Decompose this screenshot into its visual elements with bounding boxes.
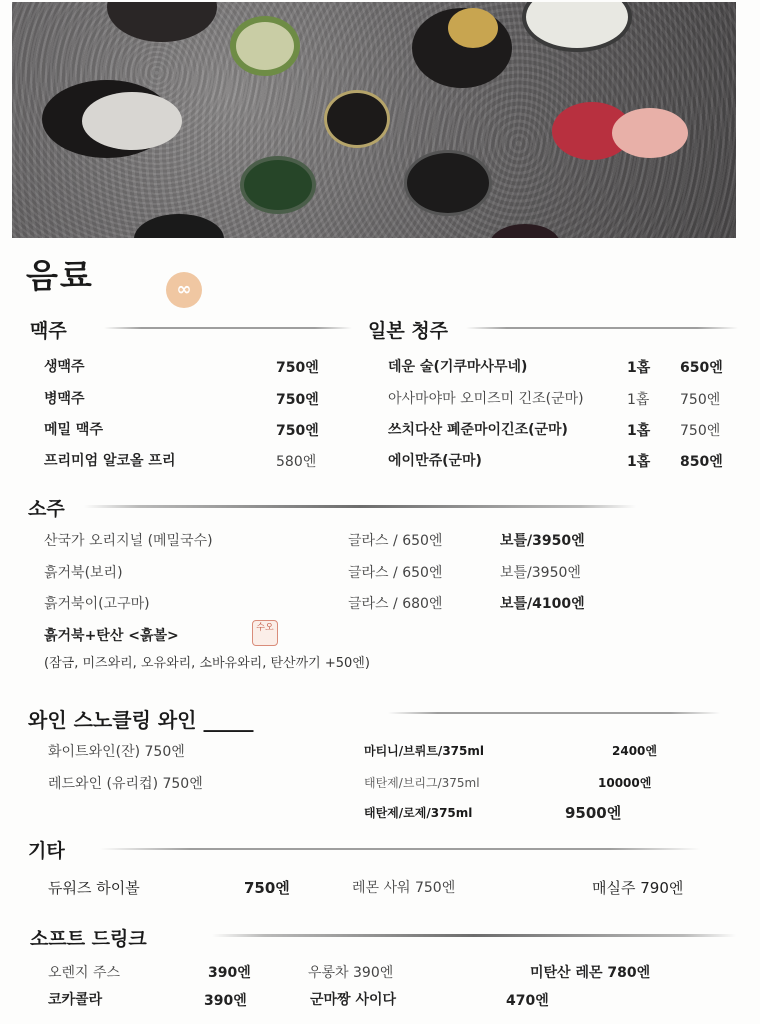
menu-item-name: 산국가 오리지널 (메밀국수) — [44, 533, 213, 549]
menu-item-name: 오렌지 주스 — [48, 965, 121, 981]
menu-item-name: 프리미엄 알코올 프리 — [44, 453, 176, 469]
bottle-image — [134, 214, 224, 238]
menu-item-name: 에이만쥬(군마) — [388, 453, 482, 469]
bottle-image — [240, 156, 316, 214]
menu-item-glass-price: 글라스 / 680엔 — [348, 596, 443, 612]
bottle-image — [522, 2, 632, 52]
menu-item-price: 750엔 — [276, 360, 319, 376]
menu-item-name: 코카콜라 — [48, 992, 103, 1008]
menu-item: 미탄산 레몬 780엔 — [530, 965, 651, 981]
menu-item-name: 메밀 맥주 — [44, 422, 103, 438]
menu-item-price: 850엔 — [680, 454, 723, 470]
menu-item-glass-price: 글라스 / 650엔 — [348, 533, 443, 549]
menu-item-name: 쓰치다산 폐준마이긴조(군마) — [388, 422, 568, 438]
menu-item-price: 10000엔 — [598, 776, 652, 790]
bottle-image — [107, 2, 217, 42]
bottle-image — [448, 8, 498, 48]
sake-heading: 일본 청주 — [368, 320, 449, 342]
seal-logo: ∞ — [166, 272, 202, 308]
menu-item-name: 흙거북(보리) — [44, 565, 123, 581]
menu-item-name: 흙거북+탄산 <흙볼> — [44, 628, 179, 644]
divider — [388, 712, 720, 714]
menu-item-name: 태탄제/브리그/375ml — [364, 776, 480, 790]
menu-item-price: 390엔 — [208, 965, 251, 981]
menu-item-name: 병맥주 — [44, 391, 85, 407]
menu-item-price: 750엔 — [276, 392, 319, 408]
menu-item: 레드와인 (유리컵) 750엔 — [48, 776, 203, 792]
divider — [212, 934, 736, 937]
beer-heading: 맥주 — [30, 320, 67, 342]
divider — [84, 505, 636, 508]
menu-item-price: 470엔 — [506, 993, 549, 1009]
soju-heading: 소주 — [28, 498, 65, 520]
menu-item-unit: 1홉 — [627, 360, 651, 376]
bottle-image — [404, 150, 492, 216]
menu-item: 우롱차 390엔 — [308, 965, 394, 981]
menu-item-bottle-price: 보틀/3950엔 — [500, 565, 581, 581]
menu-item-price: 9500엔 — [565, 804, 622, 822]
menu-item: 화이트와인(잔) 750엔 — [48, 744, 185, 760]
menu-item-price: 750엔 — [276, 423, 319, 439]
menu-item-price: 750엔 — [244, 879, 290, 897]
menu-item-price: 2400엔 — [612, 744, 657, 758]
menu-item: 레몬 사워 750엔 — [352, 880, 456, 896]
soft-drink-heading: 소프트 드링크 — [30, 928, 147, 950]
menu-item-name: 생맥주 — [44, 359, 85, 375]
bottle-image — [82, 92, 182, 150]
menu-item-price: 750엔 — [680, 392, 721, 408]
menu-item-price: 580엔 — [276, 454, 317, 470]
menu-item-unit: 1홉 — [627, 423, 651, 439]
menu-item-bottle-price: 보틀/4100엔 — [500, 596, 585, 612]
bottle-image — [490, 224, 560, 238]
menu-item-name: 마티니/브뤼트/375ml — [364, 744, 484, 758]
page-title: 음료 — [26, 256, 94, 295]
stamp-icon: 수오 — [252, 620, 278, 646]
menu-item-name: 아사마야마 오미즈미 긴조(군마) — [388, 391, 584, 407]
menu-item-name: 군마짱 사이다 — [310, 992, 397, 1008]
menu-item-price: 390엔 — [204, 993, 247, 1009]
menu-item-bottle-price: 보틀/3950엔 — [500, 533, 585, 549]
divider — [466, 327, 738, 329]
menu-item-unit: 1홉 — [627, 454, 651, 470]
menu-item-unit: 1홉 — [627, 392, 650, 408]
bottle-image — [324, 90, 390, 148]
menu-item-glass-price: 글라스 / 650엔 — [348, 565, 443, 581]
bottle-image — [612, 108, 688, 158]
wine-heading: 와인 스노클링 와인 _____ — [28, 708, 254, 732]
hero-photo — [12, 2, 736, 238]
other-heading: 기타 — [28, 840, 65, 862]
menu-item-price: 750엔 — [680, 423, 721, 439]
divider — [104, 327, 352, 329]
menu-item-name: 듀워즈 하이볼 — [48, 879, 140, 897]
menu-item-name: 데운 술(기쿠마사무네) — [388, 359, 528, 375]
menu-item-name: 태탄제/로제/375ml — [364, 806, 473, 820]
menu-item-name: 흙거북이(고구마) — [44, 596, 150, 612]
divider — [100, 848, 700, 850]
menu-item: 매실주 790엔 — [592, 879, 684, 897]
menu-item-note: (잠금, 미즈와리, 오유와리, 소바유와리, 탄산까기 +50엔) — [44, 656, 370, 671]
bottle-image — [230, 16, 300, 76]
menu-item-price: 650엔 — [680, 360, 723, 376]
